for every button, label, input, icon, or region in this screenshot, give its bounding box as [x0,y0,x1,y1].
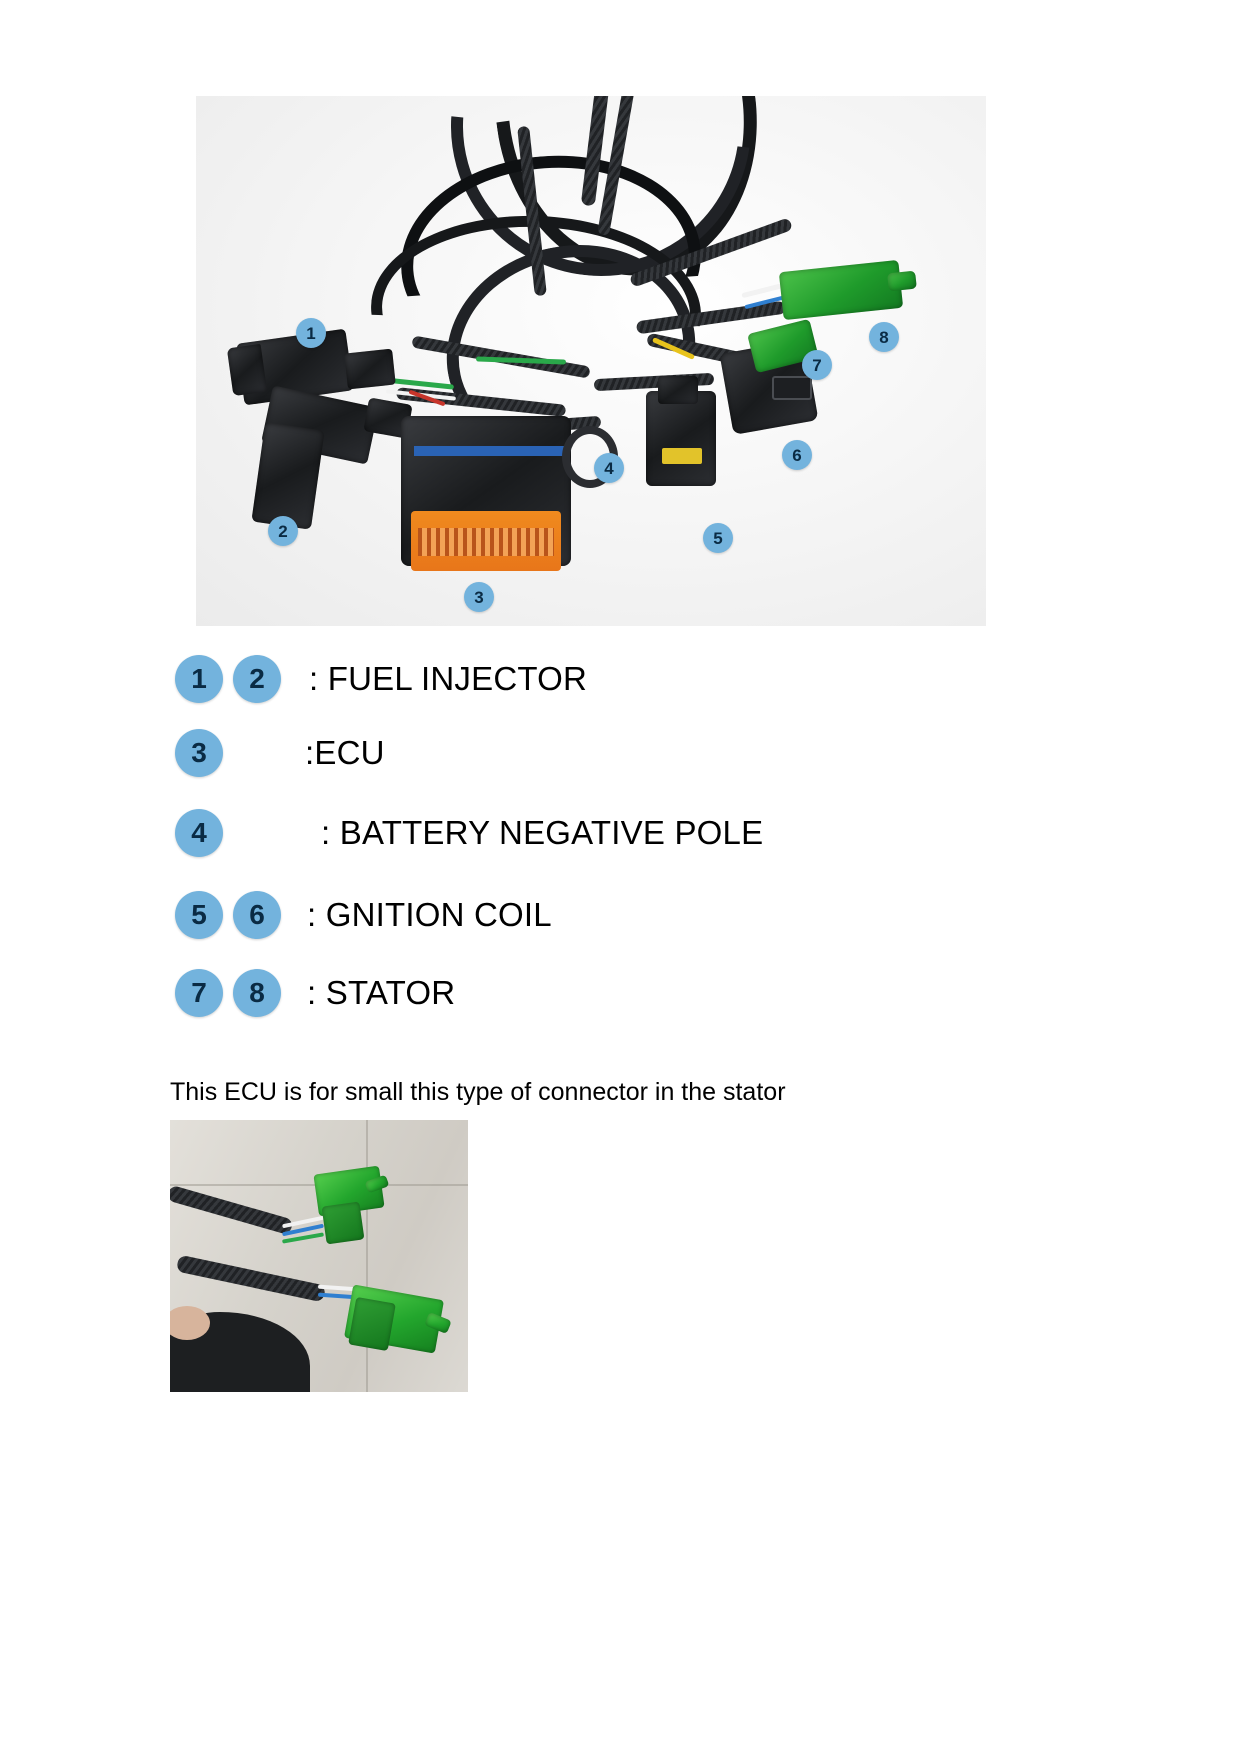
callout-2: 2 [268,516,298,546]
legend-bubble-4: 4 [175,809,223,857]
callout-4: 4 [594,453,624,483]
legend-bubbles [175,891,291,939]
callout-8: 8 [869,322,899,352]
legend-row [175,891,1075,939]
callout-7: 7 [802,350,832,380]
legend-label-battery-negative-pole: : BATTERY NEGATIVE POLE [321,814,764,851]
stator-connector-photo [170,1120,468,1392]
connector-ecu-blue-band [414,446,564,456]
connector-fuel-injector-1-latch [227,344,267,396]
legend-label-stator: : STATOR [307,974,456,1011]
ecu-wiring-harness-photo [196,96,986,626]
legend-bubble-1: 1 [175,655,223,703]
legend-label-fuel-injector: : FUEL INJECTOR [309,660,588,697]
legend-row [175,969,1075,1017]
connector-6-pins [772,376,812,400]
legend-bubbles [175,969,291,1017]
legend-bubble-3: 3 [175,729,223,777]
floor-seam [366,1120,368,1392]
callout-6: 6 [782,440,812,470]
connector-ignition-coil-5-pins [662,448,702,464]
legend-row [175,655,1075,703]
connector-ignition-coil-5-tab [658,376,698,404]
legend-bubble-5: 5 [175,891,223,939]
connector-fuel-injector-1-body [344,349,396,390]
legend-label-ecu: :ECU [305,734,385,771]
legend-bubbles [175,729,233,777]
legend [175,655,1075,1043]
connector-ecu-pins [418,528,554,556]
green-connector-upper-body [322,1202,365,1245]
note-text: This ECU is for small this type of connector in the stator [170,1078,786,1106]
callout-1: 1 [296,318,326,348]
legend-bubble-6: 6 [233,891,281,939]
legend-bubble-2: 2 [233,655,281,703]
callout-5: 5 [703,523,733,553]
legend-bubbles [175,809,233,857]
green-connector-lower-body [348,1297,396,1351]
legend-bubbles [175,655,291,703]
legend-row [175,809,1075,857]
legend-label-ignition-coil: : GNITION COIL [307,896,552,933]
legend-row [175,729,1075,777]
legend-bubble-7: 7 [175,969,223,1017]
connector-stator-8-latch [887,271,917,292]
callout-3: 3 [464,582,494,612]
connector-ignition-coil-5 [646,391,716,486]
legend-bubble-8: 8 [233,969,281,1017]
